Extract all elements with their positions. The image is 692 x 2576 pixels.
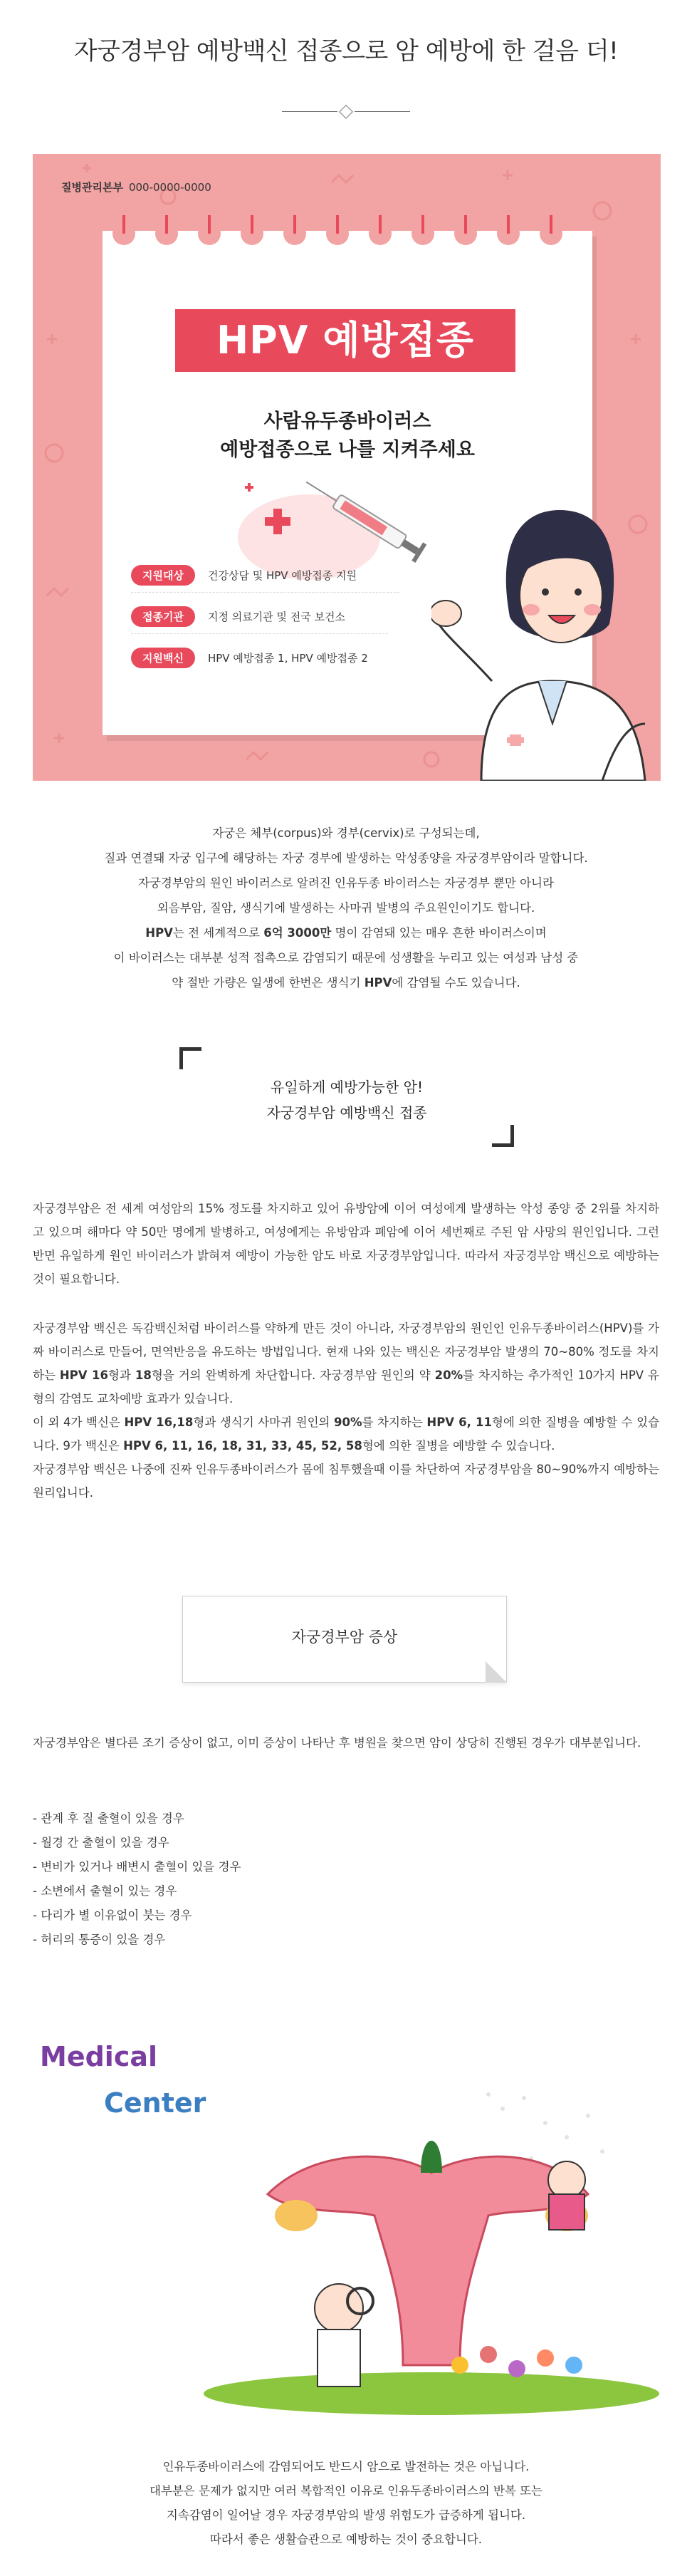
list-item: - 월경 간 출혈이 있을 경우	[33, 1836, 169, 1849]
poster-subtitle: 사람유두종바이러스 예방접종으로 나를 지켜주세요	[220, 410, 475, 461]
page-title: 자궁경부암 예방백신 접종으로 암 예방에 한 걸음 더!	[73, 37, 619, 66]
brand-label: 질병관리본부 000-0000-0000	[61, 181, 211, 194]
list-item: - 허리의 통증이 있을 경우	[33, 1933, 166, 1946]
symptoms-list	[33, 1807, 659, 1952]
symptoms-heading-box	[182, 1596, 507, 1683]
intro-paragraph: 자궁은 체부(corpus)와 경부(cervix)로 구성되는데, 질과 연결돼 자궁 입구에 해당하는 자궁 경부에 발생하는 악성종양을 자궁경부암이라 말합니다. 자궁경부암의 원인 바이러스로 알려진 인유두종 바이러스는 자궁경부 뿐만 아니라 외음부암, 질암, 생식기에 발생하는 사마귀 발병의 주요원인이기도 합니다. HPV는 전 세계적으로 6억 3000만 명이 감염돼 있는 매우 흔한 바이러스이며 이 바이러스는 대부분 성적 접촉으로 감염되기 때문에 성생활을 누리고 있는 여성과 남성 중 약 절반 가량은 일생에 한번은 생식기 HPV에 감염될 수도 있습니다.	[104, 826, 588, 990]
medical-center-illustration	[33, 2030, 661, 2415]
page-fold-icon	[486, 1661, 507, 1683]
list-item: - 변비가 있거나 배변시 출혈이 있을 경우	[33, 1860, 241, 1874]
logo-text-center: Center	[104, 2087, 206, 2119]
info-row-vaccine: 지원백신 HPV 예방접종 1, HPV 예방접종 2	[131, 647, 368, 668]
list-item: - 다리가 별 이유없이 붓는 경우	[33, 1908, 192, 1922]
closing-paragraph: 인유두종바이러스에 감염되어도 반드시 암으로 발전하는 것은 아닙니다. 대부분은 문제가 없지만 여러 복합적인 이유로 인유두종바이러스의 반복 또는 지속감염이 일어날 경우 자궁경부암의 발생 위험도가 급증하게 됩니다. 따라서 좋은 생활습관으로 예방하는 것이 중요합니다.	[149, 2460, 542, 2546]
quote-corner-bottom-right	[492, 1125, 514, 1147]
quote-corner-top-left	[179, 1047, 201, 1069]
quote-box: 유일하게 예방가능한 암! 자궁경부암 예방백신 접종	[179, 1047, 514, 1147]
diamond-icon	[339, 105, 353, 119]
phone-number: 000-0000-0000	[128, 181, 211, 194]
doctor-illustration	[431, 467, 661, 781]
title-divider	[282, 107, 410, 117]
list-item: - 관계 후 질 출혈이 있을 경우	[33, 1812, 184, 1825]
body-paragraph-3: 이 외 4가 백신은 HPV 16,18형과 생식기 사마귀 원인의 90%를 차지하는 HPV 6, 11형에 의한 질병을 예방할 수 있습니다. 9가 백신은 HPV 6, 11, 16, 18, 31, 33, 45, 52, 58형에 의한 질병을 예방할 수 있습니다.	[33, 1416, 660, 1453]
symptoms-heading: 자궁경부암 증상	[291, 1629, 398, 1646]
symptoms-intro: 자궁경부암은 별다른 조기 증상이 없고, 이미 증상이 나타난 후 병원을 찾으면 암이 상당히 진행된 경우가 대부분입니다.	[33, 1736, 641, 1750]
list-item: - 소변에서 출혈이 있는 경우	[33, 1884, 177, 1898]
hpv-banner: HPV 예방접종	[175, 309, 515, 372]
hpv-poster	[33, 154, 661, 781]
info-row-institution: 접종기관 지정 의료기관 및 전국 보건소	[131, 606, 345, 627]
logo-text-medical: Medical	[40, 2041, 158, 2072]
notepad-rings	[103, 212, 592, 255]
body-paragraph-1: 자궁경부암은 전 세계 여성암의 15% 정도를 차지하고 있어 유방암에 이어 여성에게 발생하는 악성 종양 중 2위를 차지하고 있으며 해마다 약 50만 명에게 발병하고, 여성에게는 유방암과 폐암에 이어 세번째로 주된 암 사망의 원인입니다. 그런 반면 유일하게 원인 바이러스가 밝혀져 예방이 가능한 암도 바로 자궁경부암입니다. 따라서 자궁경부암 백신으로 예방하는 것이 필요합니다.	[33, 1202, 659, 1286]
info-row-target: 지원대상 건강상담 및 HPV 예방접종 지원	[131, 564, 357, 586]
body-paragraph-4: 자궁경부암 백신은 나중에 진짜 인유두종바이러스가 몸에 침투했을때 이를 차단하여 자궁경부암을 80~90%까지 예방하는 원리입니다.	[33, 1463, 659, 1500]
body-paragraph-2: 자궁경부암 백신은 독감백신처럼 바이러스를 약하게 만든 것이 아니라, 자궁경부암의 원인인 인유두종바이러스(HPV)를 가짜 바이러스로 만들어, 면역반응을 유도하는 방법입니다. 현재 나와 있는 백신은 자궁경부암 발생의 70~80% 정도를 차지하는 HPV 16형과 18형을 거의 완벽하게 차단합니다. 자궁경부암 원인의 약 20%를 차지하는 추가적인 10가지 HPV 유형의 감염도 교차예방 효과가 있습니다.	[33, 1321, 659, 1406]
